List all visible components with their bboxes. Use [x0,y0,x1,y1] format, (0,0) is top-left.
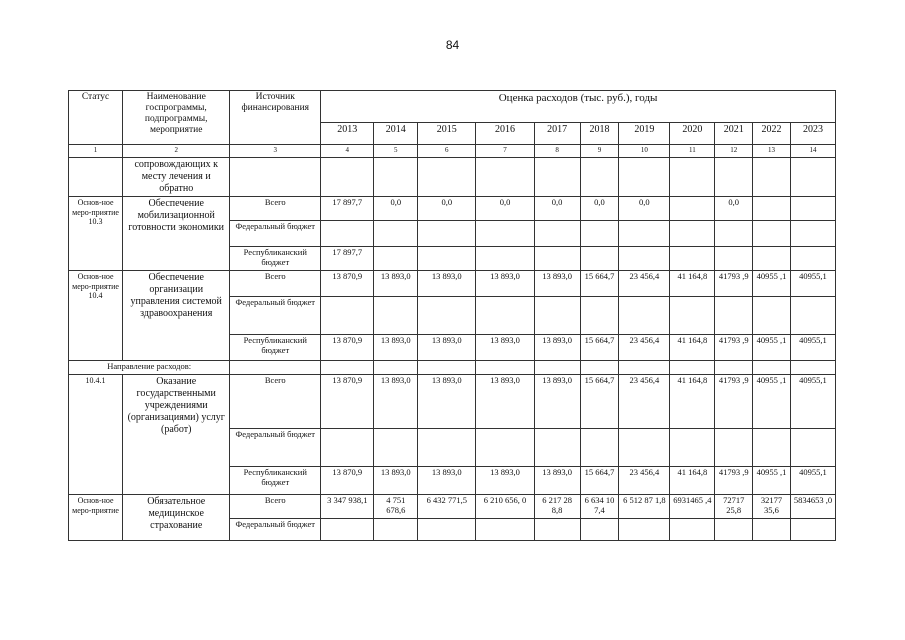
value-cell: 40955 ,1 [753,375,791,429]
budget-table [68,90,836,541]
value-cell: 40955,1 [790,467,835,495]
value-cell: 40955 ,1 [753,271,791,297]
name-10-3: Обеспечение мобилизационной готовности экономики [123,197,230,271]
value-cell: 40955,1 [790,335,835,361]
value-cell: 41793 ,9 [715,467,753,495]
value-cell: 13 893,0 [476,335,534,361]
year-header: 2018 [580,123,619,145]
value-cell: 13 893,0 [374,335,418,361]
column-number: 11 [670,145,715,158]
source-federal: Федеральный бюджет [230,297,321,335]
value-cell: 5834653 ,0 [790,495,835,519]
value-cell: 13 893,0 [374,271,418,297]
column-number: 9 [580,145,619,158]
page-number: 84 [445,38,460,52]
continued-name: сопровождающих к месту лечения и обратно [123,158,230,197]
header-name: Наименование госпрограммы, подпрограммы, мероприятие [123,91,230,145]
value-cell: 3 347 938,1 [321,495,374,519]
source-federal: Федеральный бюджет [230,429,321,467]
value-cell: 13 893,0 [534,467,580,495]
value-cell: 13 893,0 [534,271,580,297]
value-cell: 0,0 [476,197,534,221]
value-cell: 23 456,4 [619,467,670,495]
value-cell: 13 893,0 [418,335,476,361]
header-estimate: Оценка расходов (тыс. руб.), годы [321,91,836,123]
header-status: Статус [69,91,123,145]
name-10-4: Обеспечение организации управления системой здравоохранения [123,271,230,361]
year-header: 2020 [670,123,715,145]
value-cell: 17 897,7 [321,247,374,271]
status-10-3: Основ-ное меро-приятие 10.3 [69,197,123,271]
value-cell: 41 164,8 [670,467,715,495]
value-cell: 15 664,7 [580,335,619,361]
value-cell: 0,0 [374,197,418,221]
column-number: 8 [534,145,580,158]
source-federal: Федеральный бюджет [230,221,321,247]
source-total: Всего [230,271,321,297]
year-header: 2015 [418,123,476,145]
column-number: 5 [374,145,418,158]
year-header: 2021 [715,123,753,145]
value-cell: 13 893,0 [534,375,580,429]
direction-label: Направление расходов: [69,361,230,375]
value-cell: 40955 ,1 [753,467,791,495]
value-cell: 23 456,4 [619,335,670,361]
value-cell: 13 893,0 [476,467,534,495]
value-cell [790,197,835,221]
status-10-4: Основ-ное меро-приятие 10.4 [69,271,123,361]
name-10-4-1: Оказание государственными учреждениями (организациями) услуг (работ) [123,375,230,495]
value-cell: 13 893,0 [418,271,476,297]
column-number: 1 [69,145,123,158]
value-cell: 6 210 656, 0 [476,495,534,519]
value-cell: 6931465 ,4 [670,495,715,519]
value-cell: 15 664,7 [580,375,619,429]
value-cell: 23 456,4 [619,271,670,297]
column-number: 10 [619,145,670,158]
column-number: 4 [321,145,374,158]
column-number: 3 [230,145,321,158]
value-cell: 0,0 [619,197,670,221]
value-cell: 32177 35,6 [753,495,791,519]
value-cell: 41793 ,9 [715,271,753,297]
name-oms: Обязательное медицинское страхование [123,495,230,541]
value-cell: 13 893,0 [418,467,476,495]
value-cell: 40955,1 [790,271,835,297]
value-cell: 17 897,7 [321,197,374,221]
year-header: 2017 [534,123,580,145]
source-republic: Республиканский бюджет [230,467,321,495]
value-cell: 13 893,0 [476,375,534,429]
value-cell: 0,0 [580,197,619,221]
value-cell: 13 893,0 [476,271,534,297]
value-cell: 13 870,9 [321,375,374,429]
header-source: Источник финансирования [230,91,321,145]
column-number: 13 [753,145,791,158]
value-cell: 41 164,8 [670,271,715,297]
value-cell: 0,0 [418,197,476,221]
year-header: 2022 [753,123,791,145]
value-cell: 4 751 678,6 [374,495,418,519]
year-header: 2013 [321,123,374,145]
status-oms: Основ-ное меро-приятие [69,495,123,541]
value-cell: 13 893,0 [418,375,476,429]
column-number: 12 [715,145,753,158]
source-federal: Федеральный бюджет [230,519,321,541]
value-cell [670,197,715,221]
value-cell: 72717 25,8 [715,495,753,519]
value-cell: 23 456,4 [619,375,670,429]
value-cell: 13 893,0 [534,335,580,361]
value-cell: 13 870,9 [321,335,374,361]
source-total: Всего [230,197,321,221]
value-cell: 13 870,9 [321,271,374,297]
column-number: 6 [418,145,476,158]
source-republic: Республиканский бюджет [230,335,321,361]
value-cell: 15 664,7 [580,467,619,495]
source-republic: Республиканский бюджет [230,247,321,271]
column-number: 7 [476,145,534,158]
source-total: Всего [230,495,321,519]
year-header: 2019 [619,123,670,145]
column-number: 14 [790,145,835,158]
source-total: Всего [230,375,321,429]
status-10-4-1: 10.4.1 [69,375,123,495]
value-cell: 13 893,0 [374,375,418,429]
value-cell: 13 893,0 [374,467,418,495]
value-cell: 40955,1 [790,375,835,429]
value-cell: 6 432 771,5 [418,495,476,519]
value-cell: 40955 ,1 [753,335,791,361]
column-number: 2 [123,145,230,158]
year-header: 2016 [476,123,534,145]
value-cell [753,197,791,221]
value-cell: 6 512 87 1,8 [619,495,670,519]
year-header: 2014 [374,123,418,145]
value-cell: 6 634 10 7,4 [580,495,619,519]
value-cell: 15 664,7 [580,271,619,297]
value-cell: 0,0 [715,197,753,221]
value-cell: 6 217 28 8,8 [534,495,580,519]
value-cell: 13 870,9 [321,467,374,495]
value-cell: 0,0 [534,197,580,221]
value-cell: 41 164,8 [670,335,715,361]
value-cell: 41793 ,9 [715,375,753,429]
year-header: 2023 [790,123,835,145]
value-cell: 41793 ,9 [715,335,753,361]
value-cell: 41 164,8 [670,375,715,429]
